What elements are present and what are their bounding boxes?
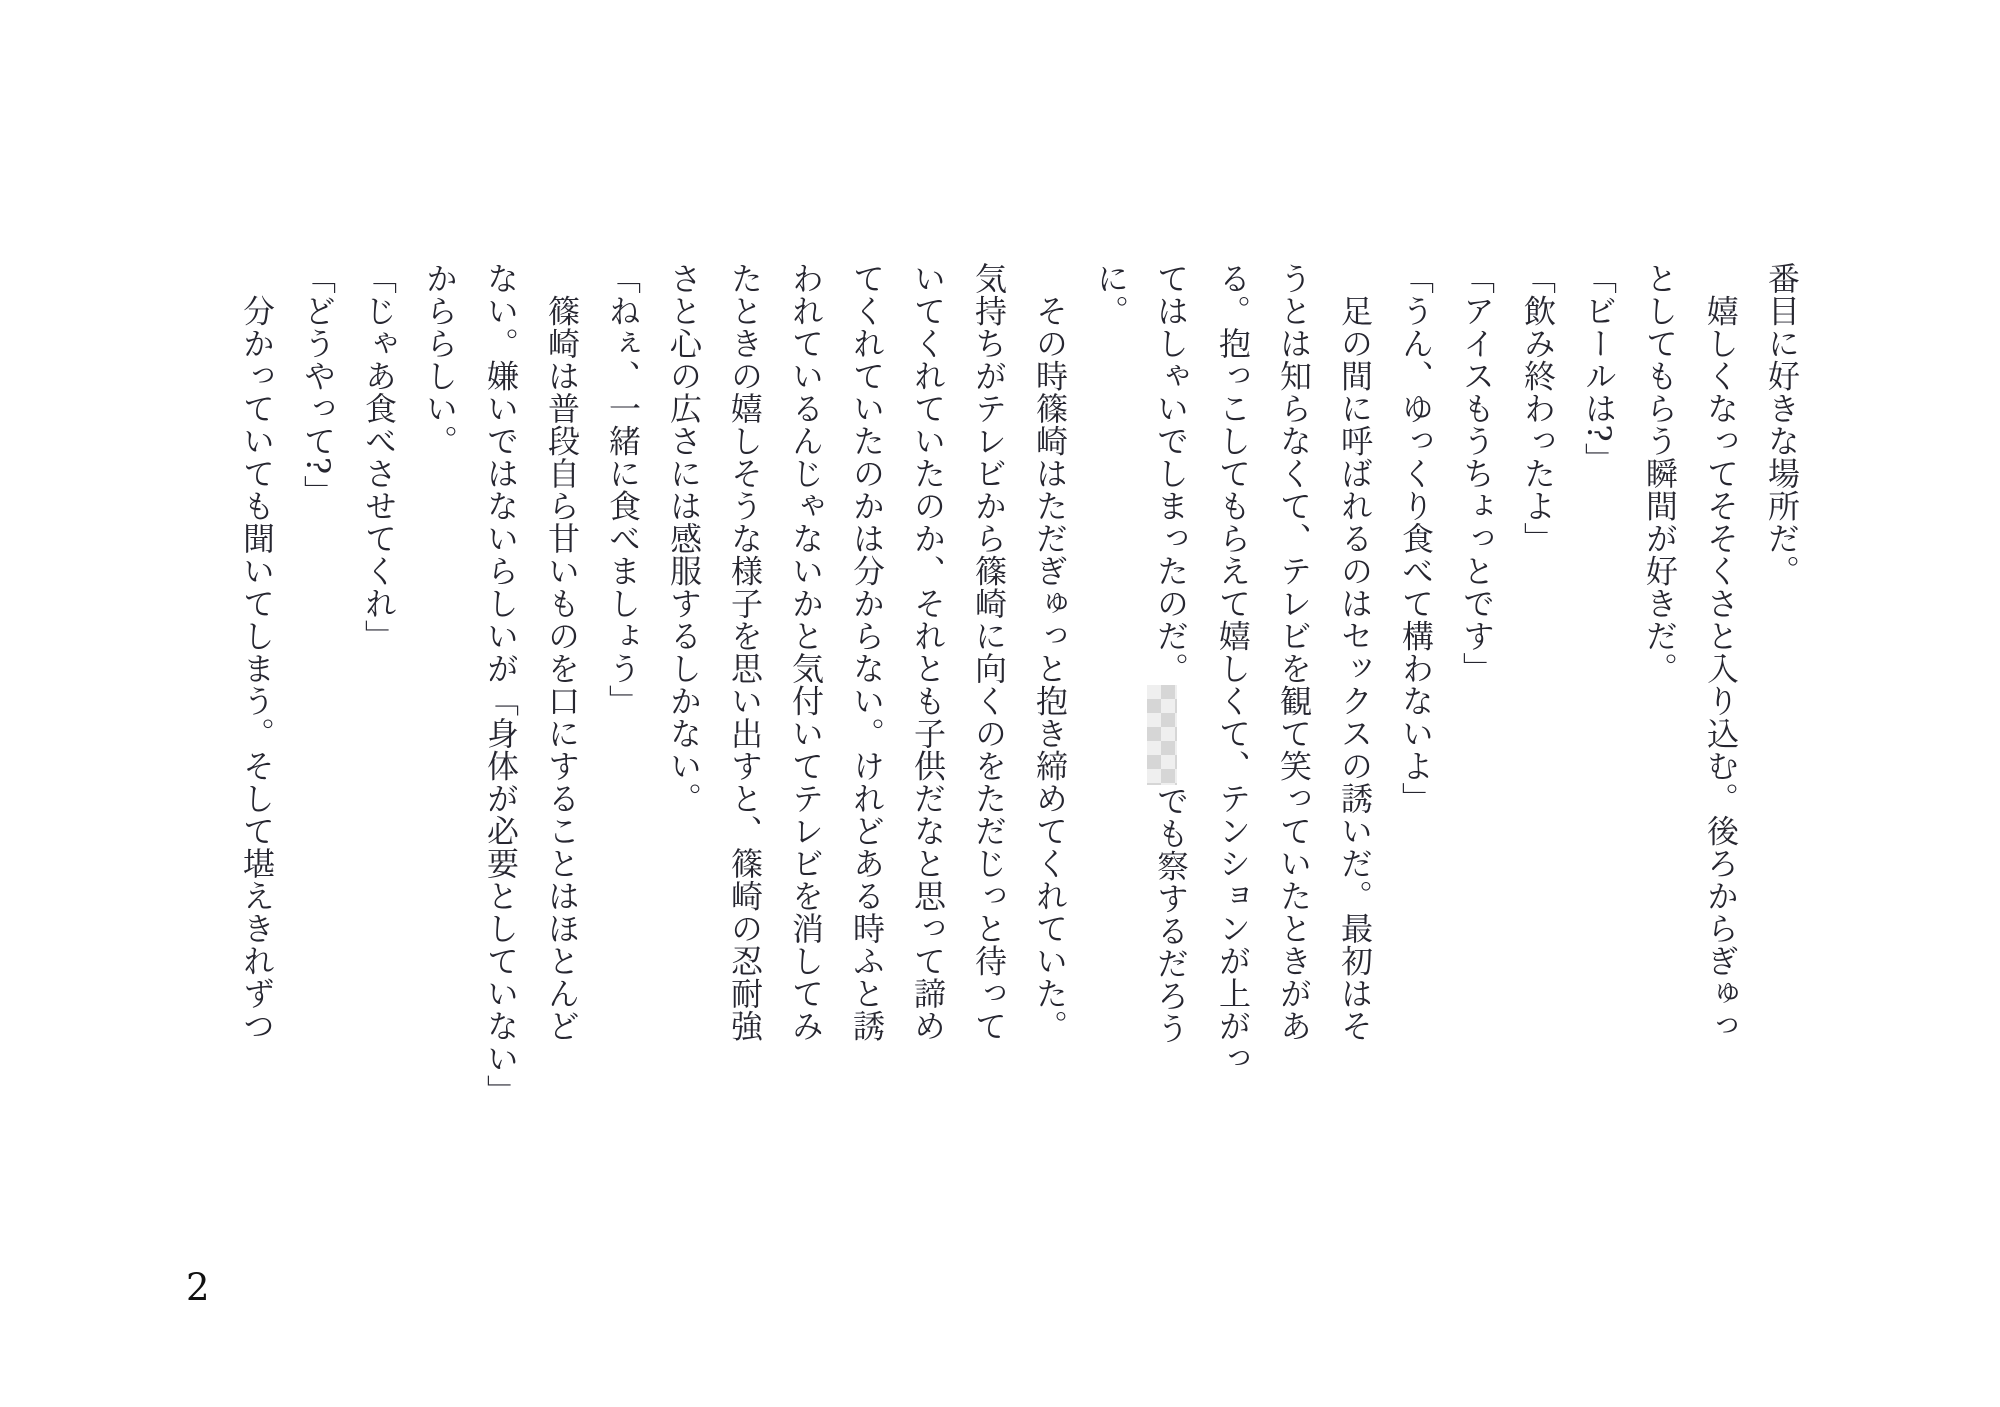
- text-column: る。抱っこしてもらえて嬉しくて、テンションが上がっ: [1214, 262, 1252, 1075]
- text-column: としてもらう瞬間が好きだ。: [1641, 262, 1679, 685]
- text-column: に。: [1092, 262, 1130, 327]
- text-column: 「どうやって?」: [299, 262, 337, 508]
- text-column: 嬉しくなってそそくさと入り込む。後ろからぎゅっ: [1702, 262, 1740, 1042]
- text-column: うとは知らなくて、テレビを観て笑っていたときがあ: [1275, 262, 1313, 1042]
- page-number: 2: [186, 1266, 210, 1309]
- text-column: 分かっていても聞いてしまう。そして堪えきれずつ: [238, 262, 276, 1042]
- text-column: 篠崎は普段自ら甘いものを口にすることはほとんど: [543, 262, 581, 1042]
- text-column: 「うん、ゆっくり食べて構わないよ」: [1397, 262, 1435, 815]
- text-column: われているんじゃないかと気付いてテレビを消してみ: [787, 262, 825, 1042]
- vertical-text-block: [219, 262, 1805, 1116]
- text-column: その時篠崎はただぎゅっと抱き締めてくれていた。: [1031, 262, 1069, 1042]
- censored-mosaic-block: [1147, 685, 1177, 785]
- text-column: 「ねぇ、一緒に食べましょう」: [604, 262, 642, 717]
- text-column: 番目に好きな場所だ。: [1763, 262, 1801, 587]
- text-column: いてくれていたのか、それとも子供だなと思って諦め: [909, 262, 947, 1042]
- text-column: 「じゃあ食べさせてくれ」: [360, 262, 398, 652]
- text-column: てはしゃいでしまったのだ。でも察するだろう: [1134, 262, 1195, 1116]
- text-column: 足の間に呼ばれるのはセックスの誘いだ。最初はそ: [1336, 262, 1374, 1042]
- text-column: ない。嫌いではないらしいが「身体が必要としていない」: [482, 262, 520, 1107]
- text-column: てくれていたのかは分からない。けれどある時ふと誘: [848, 262, 886, 1042]
- text-column: たときの嬉しそうな様子を思い出すと、篠崎の忍耐強: [726, 262, 764, 1042]
- text-column: さと心の広さには感服するしかない。: [665, 262, 703, 815]
- text-column: かららしい。: [421, 262, 459, 457]
- text-column: 「飲み終わったよ」: [1519, 262, 1557, 555]
- text-column: 「アイスもうちょっとです」: [1458, 262, 1496, 685]
- text-column: 「ビールは?」: [1580, 262, 1618, 475]
- text-column: 気持ちがテレビから篠崎に向くのをただじっと待って: [970, 262, 1008, 1042]
